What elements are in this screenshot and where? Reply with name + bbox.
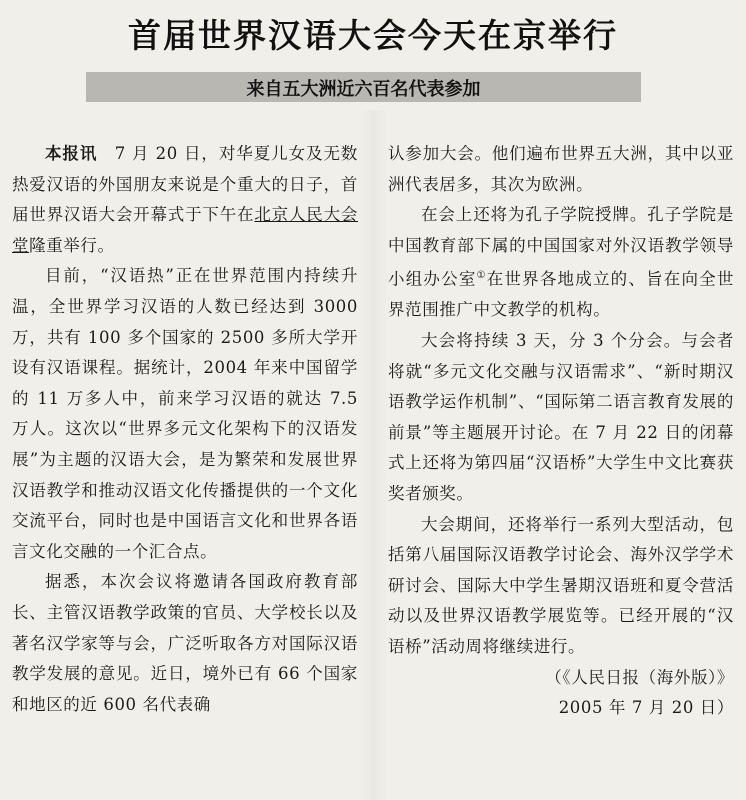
dateline-lead: 本报讯 — [45, 144, 98, 163]
subheadline: 来自五大洲近六百名代表参加 — [246, 79, 481, 100]
paragraph-3-continued: 认参加大会。他们遍布世界五大洲，其中以亚洲代表居多，其次为欧洲。 — [388, 144, 734, 194]
source-date: 2005 年 7 月 20 日） — [558, 698, 734, 718]
venue-underlined: 北京人民大会堂 — [12, 205, 358, 255]
paragraph-2: 目前，“汉语热”正在世界范围内持续升温，全世界学习汉语的人数已经达到 3000 万，共有 100 多个国家的 2500 多所大学开设有汉语课程。据统计，2004 年来中国留学的 11 万多人中，前来学习汉语的就达 7.5 万人。这次以“世界多元文化架构下的汉语发展”为主题的汉语大会，是为繁荣和发展世界汉语教学和推动汉语文化传播提供的一个文化交流平台，同时也是中国语言文化和世界各语言文化交融的一个汇合点。 — [12, 266, 358, 561]
article-column-right — [388, 139, 734, 724]
paragraph-1 — [12, 139, 358, 261]
source-citation: （《人民日报（海外版）》 — [545, 667, 734, 687]
page-title: 首届世界汉语大会今天在京举行 — [128, 16, 618, 55]
paragraph-4 — [388, 200, 734, 326]
article-column-left — [12, 139, 358, 720]
paragraph-6: 大会期间，还将举行一系列大型活动，包括第八届国际汉语教学讨论会、海外汉学学术研讨会、国际大中学生暑期汉语班和夏令营活动以及世界汉语教学展览等。已经开展的“汉语桥”活动周将继续进行。 — [388, 514, 734, 656]
column-gutter — [360, 110, 388, 800]
paragraph-1-text-a: 7 月 20 日，对华夏儿女及无数热爱汉语的外国朋友来说是个重大的日子，首届世界汉语大会开幕式于下午在 — [12, 144, 358, 225]
paragraph-4-text-a: 在会上还将为孔子学院授牌。孔子学院是中国教育部下属的中国国家对外汉语教学领导小组办公室 — [388, 205, 734, 289]
paragraph-1-text-b: 隆重举行。 — [29, 235, 115, 255]
paragraph-4-text-b: 在世界各地成立的、旨在向全世界范围推广中文教学的机构。 — [388, 269, 734, 320]
footnote-marker: ① — [476, 270, 487, 282]
paragraph-5: 大会将持续 3 天，分 3 个分会。与会者将就“多元文化交融与汉语需求”、“新时期汉语教学运作机制”、“国际第二语言教育发展的前景”等主题展开讨论。在 7 月 22 日的闭幕式上还将为第四届“汉语桥”大学生中文比赛获奖者颁奖。 — [388, 331, 734, 504]
paragraph-3: 据悉，本次会议将邀请各国政府教育部长、主管汉语教学政策的官员、大学校长以及著名汉学家等与会，广泛听取各方对国际汉语教学发展的意见。近日，境外已有 66 个国家和地区的近 600 名代表确 — [12, 572, 358, 714]
